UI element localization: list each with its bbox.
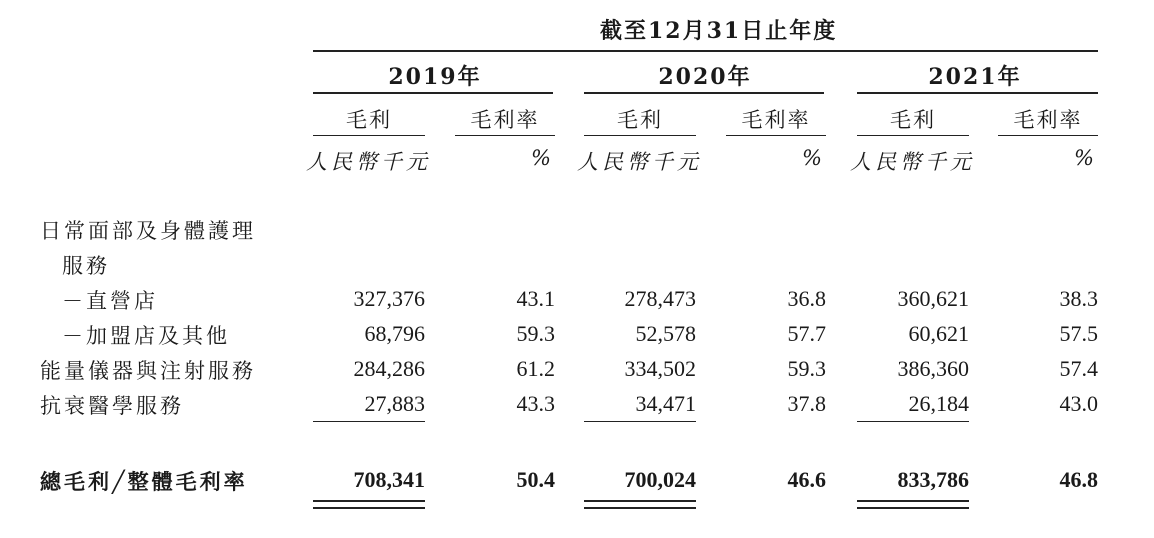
cell-franchise-gp-2021: 60,621 bbox=[908, 321, 969, 346]
total-gp-2021: 833,786 bbox=[897, 467, 969, 492]
year-2019-underline bbox=[313, 92, 553, 94]
cell-energy-m-2019: 61.2 bbox=[516, 356, 555, 381]
year-2019-heading: 2019年 bbox=[388, 64, 482, 90]
col-underline-gp-2019 bbox=[313, 135, 425, 136]
subtotal-line-2020 bbox=[584, 421, 696, 422]
row-label-energy-devices: 能量儀器與注射服務 bbox=[40, 359, 256, 383]
cell-antiaging-m-2019: 43.3 bbox=[516, 391, 555, 416]
unit-pct-2021: % bbox=[1074, 146, 1098, 170]
col-gross-profit-2020: 毛利 bbox=[617, 108, 663, 132]
total-m-2019: 50.4 bbox=[516, 467, 555, 492]
unit-pct-2020: % bbox=[802, 146, 826, 170]
cell-antiaging-m-2021: 43.0 bbox=[1059, 391, 1098, 416]
total-m-2021: 46.8 bbox=[1059, 467, 1098, 492]
cell-franchise-gp-2019: 68,796 bbox=[364, 321, 425, 346]
cell-energy-gp-2019: 284,286 bbox=[353, 356, 425, 381]
subtotal-line-2019 bbox=[313, 421, 425, 422]
cell-direct-gp-2021: 360,621 bbox=[897, 286, 969, 311]
total-double-line-2019 bbox=[313, 500, 425, 509]
cell-antiaging-gp-2019: 27,883 bbox=[364, 391, 425, 416]
period-heading: 截至12月31日止年度 bbox=[600, 18, 838, 44]
cell-franchise-gp-2020: 52,578 bbox=[635, 321, 696, 346]
cell-franchise-m-2020: 57.7 bbox=[787, 321, 826, 346]
col-underline-m-2019 bbox=[455, 135, 555, 136]
row-label-direct-stores: －直營店 bbox=[62, 289, 158, 313]
col-underline-gp-2021 bbox=[857, 135, 969, 136]
col-underline-gp-2020 bbox=[584, 135, 696, 136]
col-margin-2021: 毛利率 bbox=[1013, 108, 1083, 132]
total-double-line-2021 bbox=[857, 500, 969, 509]
total-double-line-2020 bbox=[584, 500, 696, 509]
unit-amount-2021: 人民幣千元 bbox=[850, 150, 975, 174]
unit-amount-2019: 人民幣千元 bbox=[306, 150, 431, 174]
cell-energy-m-2020: 59.3 bbox=[787, 356, 826, 381]
total-gp-2019: 708,341 bbox=[353, 467, 425, 492]
cell-direct-m-2019: 43.1 bbox=[516, 286, 555, 311]
cell-antiaging-gp-2021: 26,184 bbox=[908, 391, 969, 416]
year-2021-heading: 2021年 bbox=[928, 64, 1022, 90]
cell-direct-m-2021: 38.3 bbox=[1059, 286, 1098, 311]
cell-franchise-m-2021: 57.5 bbox=[1059, 321, 1098, 346]
period-underline bbox=[313, 50, 1098, 52]
cell-direct-m-2020: 36.8 bbox=[787, 286, 826, 311]
year-2020-underline bbox=[584, 92, 824, 94]
subtotal-line-2021 bbox=[857, 421, 969, 422]
cell-direct-gp-2020: 278,473 bbox=[624, 286, 696, 311]
row-label-daily-care: 日常面部及身體護理 bbox=[40, 219, 256, 243]
cell-energy-gp-2021: 386,360 bbox=[897, 356, 969, 381]
col-margin-2020: 毛利率 bbox=[741, 108, 811, 132]
cell-energy-m-2021: 57.4 bbox=[1059, 356, 1098, 381]
total-gp-2020: 700,024 bbox=[624, 467, 696, 492]
col-underline-m-2021 bbox=[998, 135, 1098, 136]
row-label-anti-aging: 抗衰醫學服務 bbox=[40, 394, 184, 418]
cell-energy-gp-2020: 334,502 bbox=[624, 356, 696, 381]
row-label-franchise: －加盟店及其他 bbox=[62, 324, 230, 348]
cell-direct-gp-2019: 327,376 bbox=[353, 286, 425, 311]
cell-franchise-m-2019: 59.3 bbox=[516, 321, 555, 346]
col-underline-m-2020 bbox=[726, 135, 826, 136]
col-gross-profit-2019: 毛利 bbox=[346, 108, 392, 132]
year-2021-underline bbox=[857, 92, 1098, 94]
col-gross-profit-2021: 毛利 bbox=[890, 108, 936, 132]
total-m-2020: 46.6 bbox=[787, 467, 826, 492]
unit-amount-2020: 人民幣千元 bbox=[577, 150, 702, 174]
year-2020-heading: 2020年 bbox=[658, 64, 752, 90]
cell-antiaging-m-2020: 37.8 bbox=[787, 391, 826, 416]
cell-antiaging-gp-2020: 34,471 bbox=[635, 391, 696, 416]
unit-pct-2019: % bbox=[531, 146, 555, 170]
total-label: 總毛利╱整體毛利率 bbox=[40, 469, 248, 494]
col-margin-2019: 毛利率 bbox=[470, 108, 540, 132]
row-label-services: 服務 bbox=[62, 254, 110, 278]
